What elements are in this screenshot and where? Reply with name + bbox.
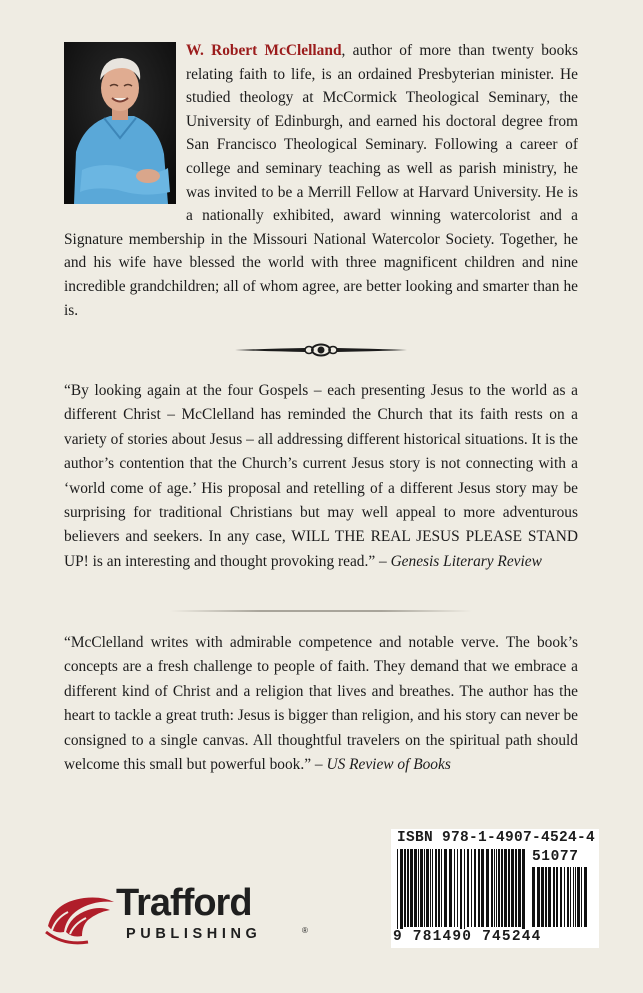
barcode-bar <box>478 849 480 927</box>
barcode-bar <box>553 867 555 927</box>
author-bio <box>64 39 578 322</box>
barcode-bar <box>573 867 574 927</box>
barcode-bar <box>414 849 417 927</box>
barcode-bar <box>491 849 493 927</box>
barcode-bar <box>537 867 540 927</box>
review-source: US Review of Books <box>326 756 451 774</box>
barcode-bar <box>420 849 423 927</box>
barcode-bar <box>564 867 565 927</box>
isbn-barcode <box>391 829 599 948</box>
barcode-bar <box>522 849 525 933</box>
bio-text: , author of more than twenty books relating faith to life, is an ordained Presbyterian minister. He studied theology at McCormick Theological Seminary, the University of Edinburgh, and earned his doctoral degree from San Francisco Theological Seminary. Following a career of college and seminary teaching as well as parish ministry, he was invited to be a Merrill Fellow at Harvard University. He is a nationally exhibited, award winning watercolorist and a Signature membership in the Missouri National Watercolor Society. Together, he and his wife have blessed the world with three magnificent children and nine incredible grandchildren; all of whom agree, are better looking and smarter than he is. <box>64 42 579 319</box>
barcode-bar <box>545 867 547 927</box>
review-text: “By looking again at the four Gospels – each presenting Jesus to the world as a different Christ – McClelland has reminded the Church that its faith rests on a variety of stories about Jesus – all addressing different historical situations. It is the author’s contention that the Church’s current Jesus story is not connecting with a ‘world come of age.’ His proposal and retelling of a different Jesus story may be surprising for traditional Christians but may well appeal to more adventurous believers and seekers. In any case, WILL THE REAL JESUS PLEASE STAND UP! is an interesting and thought provoking read.” – <box>64 382 578 570</box>
review-us-review <box>64 631 578 777</box>
review-genesis <box>64 379 578 574</box>
publisher-name: Trafford <box>116 882 252 924</box>
review-source: Genesis Literary Review <box>390 552 542 570</box>
barcode-bar <box>486 849 489 927</box>
price-code: 51077 <box>532 849 579 865</box>
barcode-bar <box>532 867 535 927</box>
barcode-bar <box>471 849 472 927</box>
barcode-bar <box>511 849 514 927</box>
barcode-bar <box>496 849 497 927</box>
barcode-bar <box>407 849 409 927</box>
publisher-emblem-icon <box>44 888 116 948</box>
barcode-bar <box>560 867 562 927</box>
barcode-bar <box>430 849 431 927</box>
barcode-bar <box>400 849 403 933</box>
barcode-bar <box>570 867 571 927</box>
barcode-bar <box>438 849 440 927</box>
registered-mark: ® <box>302 926 308 935</box>
barcode-bar <box>404 849 406 927</box>
addon-bars <box>532 867 592 933</box>
barcode-bar <box>518 849 521 927</box>
barcode-bar <box>449 849 452 927</box>
barcode-bar <box>410 849 413 927</box>
photo-spacer <box>64 39 186 227</box>
author-name: W. Robert McClelland <box>186 42 342 59</box>
barcode-bar <box>435 849 437 927</box>
barcode-bar <box>460 849 462 933</box>
review-text: “McClelland writes with admirable competence and notable verve. The book’s concepts are a fresh challenge to people of faith. They demand that we embrace a different kind of Christ and a religion that lives and breathes. The author has the heart to tackle a great truth: Jesus is bigger than religion, and his story can never be consigned to a single canvas. All thoughtful travelers on the spiritual path should welcome this small but powerful book.” – <box>64 634 578 774</box>
barcode-bar <box>464 849 465 933</box>
barcode-bar <box>454 849 455 927</box>
barcode-bar <box>504 849 507 927</box>
barcode-bar <box>441 849 442 927</box>
barcode-bar <box>584 867 587 927</box>
ornament-divider <box>235 343 407 357</box>
barcode-bar <box>515 849 517 927</box>
barcode-bar <box>494 849 495 927</box>
section-divider <box>170 610 472 612</box>
isbn-digits: 9 781490 745244 <box>393 929 542 945</box>
barcode-bar <box>474 849 476 927</box>
barcode-bar <box>397 849 398 933</box>
barcode-bar <box>467 849 469 927</box>
barcode-bar <box>508 849 510 927</box>
barcode-bar <box>577 867 580 927</box>
barcode-bar <box>567 867 569 927</box>
barcode-bar <box>424 849 425 927</box>
barcode-bar <box>481 849 484 927</box>
publisher-logo <box>44 882 314 950</box>
barcode-bar <box>541 867 544 927</box>
barcode-bar <box>548 867 551 927</box>
barcode-bar <box>432 849 433 927</box>
isbn-label: ISBN 978-1-4907-4524-4 <box>397 830 596 846</box>
ean-bars <box>397 849 527 933</box>
barcode-bar <box>581 867 582 927</box>
barcode-bar <box>444 849 447 927</box>
barcode-bar <box>418 849 419 927</box>
barcode-bar <box>457 849 458 927</box>
barcode-bar <box>575 867 576 927</box>
publisher-subtitle: PUBLISHING <box>126 926 262 942</box>
barcode-bar <box>501 849 503 927</box>
barcode-bar <box>498 849 500 927</box>
barcode-bar <box>556 867 558 927</box>
barcode-bar <box>426 849 429 927</box>
